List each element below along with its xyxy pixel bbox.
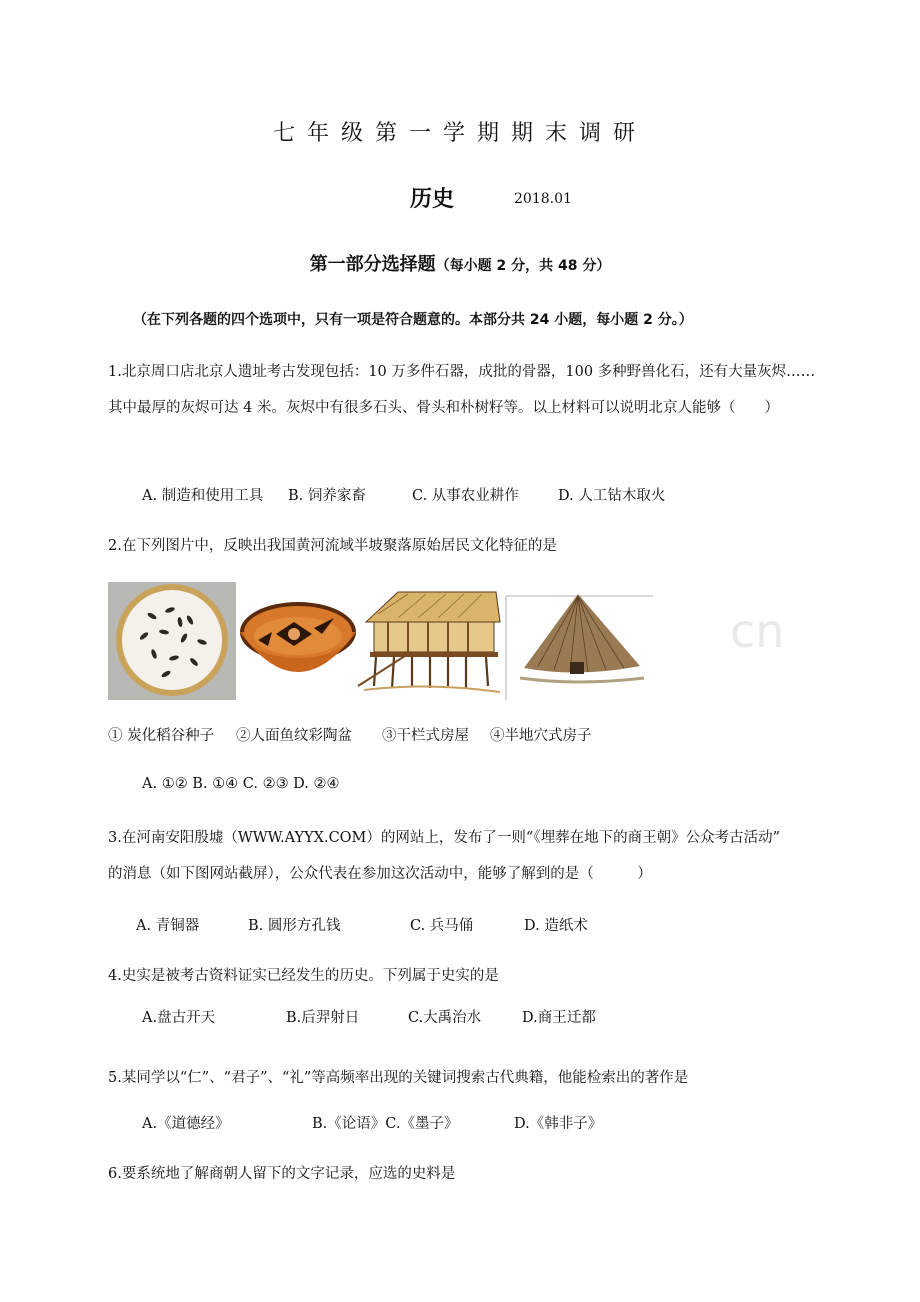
caption-3: ③干栏式房屋: [382, 728, 469, 744]
semi-subterranean-house-image: [506, 594, 653, 700]
section-title: 第一部分选择题: [309, 254, 436, 275]
q5-option-a[interactable]: A.《道德经》: [142, 1116, 230, 1132]
question-2-options[interactable]: A. ①② B. ①④ C. ②③ D. ②④: [142, 776, 340, 792]
question-3-options: [136, 914, 588, 935]
exam-title: 七年级第一学期期末调研: [272, 121, 647, 146]
q1-option-a[interactable]: A. 制造和使用工具: [142, 488, 264, 504]
question-3-text-line-2: 的消息（如下图网站截屏），公众代表在参加这次活动中，能够了解到的是（ ）: [108, 866, 652, 882]
q1-option-c[interactable]: C. 从事农业耕作: [412, 488, 519, 504]
question-5-text: 5.某同学以“仁”、“君子”、“礼”等高频率出现的关键词搜索古代典籍，他能检索出的著作是: [108, 1070, 689, 1086]
q3-option-c[interactable]: C. 兵马俑: [410, 918, 474, 934]
q4-option-c[interactable]: C.大禹治水: [408, 1010, 482, 1026]
question-1-options: [142, 484, 665, 505]
q4-option-a[interactable]: A.盘古开天: [142, 1010, 216, 1026]
question-2-figures: [108, 582, 653, 700]
question-2-images: [108, 582, 653, 700]
q5-option-b-c[interactable]: B.《论语》C.《墨子》: [312, 1116, 459, 1132]
subject-label: 历史: [410, 187, 455, 212]
question-2-captions: [108, 724, 592, 745]
q3-option-a[interactable]: A. 青铜器: [136, 918, 200, 934]
pottery-basin-image: [240, 602, 356, 672]
question-4-options: [142, 1006, 596, 1027]
q1-option-d[interactable]: D. 人工钻木取火: [558, 488, 666, 504]
question-6-text: 6.要系统地了解商朝人留下的文字记录，应选的史料是: [108, 1166, 456, 1182]
question-2-text: 2.在下列图片中，反映出我国黄河流域半坡聚落原始居民文化特征的是: [108, 538, 557, 554]
section-score-note: （每小题 2 分，共 48 分）: [435, 258, 611, 274]
q4-option-d[interactable]: D.商王迁都: [522, 1010, 596, 1026]
watermark: cn: [730, 604, 785, 658]
section-heading: [0, 250, 920, 276]
question-3-text-line-1: 3.在河南安阳殷墟（WWW.AYYX.COM）的网站上，发布了一则“《埋葬在地下的商王朝》公众考古活动”: [108, 830, 780, 846]
caption-4: ④半地穴式房子: [490, 728, 592, 744]
caption-2: ②人面鱼纹彩陶盆: [236, 728, 352, 744]
q5-option-d[interactable]: D.《韩非子》: [514, 1116, 603, 1132]
q3-option-b[interactable]: B. 圆形方孔钱: [248, 918, 341, 934]
rice-seeds-image: [108, 582, 236, 700]
section-instruction: （在下列各题的四个选项中，只有一项是符合题意的。本部分共 24 小题，每小题 2 分。）: [133, 312, 693, 328]
question-1-text: 1.北京周口店北京人遗址考古发现包括：10 万多件石器，成批的骨器，100 多种野兽化石，还有大量灰烬……其中最厚的灰烬可达 4 米。灰烬中有很多石头、骨头和朴树籽等。以上材料可以说明北京人能够（ ）: [108, 364, 816, 416]
question-5-options: [142, 1112, 602, 1133]
q4-option-b[interactable]: B.后羿射日: [286, 1010, 360, 1026]
caption-1: ① 炭化稻谷种子: [108, 728, 215, 744]
question-4-text: 4.史实是被考古资料证实已经发生的历史。下列属于史实的是: [108, 968, 499, 984]
q3-option-d[interactable]: D. 造纸术: [524, 918, 588, 934]
exam-date: 2018.01: [514, 191, 572, 207]
q1-option-b[interactable]: B. 饲养家畜: [288, 488, 366, 504]
stilt-house-image: [358, 592, 500, 692]
